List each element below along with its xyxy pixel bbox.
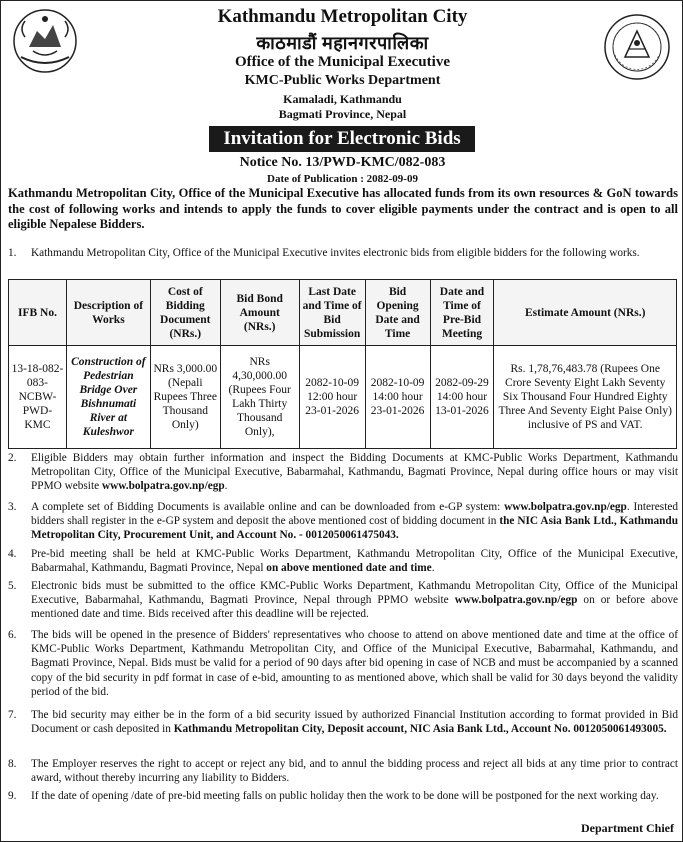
nepal-emblem-icon	[11, 7, 79, 75]
item-text-part: .	[431, 562, 435, 575]
table-header-row	[9, 280, 677, 346]
item-text: If the date of opening /date of pre-bid meeting falls on public holiday then the work to be done will be postponed for the next working day.	[31, 790, 659, 802]
item-text	[31, 579, 678, 622]
header-prebid: Date and Time of Pre-Bid Meeting	[430, 280, 494, 346]
website-link[interactable]: www.bolpatra.gov.np/egp	[504, 501, 627, 513]
department-name: KMC-Public Works Department	[244, 73, 441, 88]
cell-bond: NRs 4,30,000.00 (Rupees Four Lakh Thirty Thousand Only),	[220, 346, 299, 449]
bid-table	[8, 279, 677, 449]
signature-department-chief: Department Chief	[581, 821, 674, 835]
list-item	[8, 628, 678, 699]
kmc-seal-icon	[603, 13, 671, 81]
list-item	[8, 789, 678, 803]
cell-description: Construction of Pedestrian Bridge Over Bishnumati River at Kuleshwor	[66, 346, 150, 449]
publication-date: Date of Publication : 2082-09-09	[267, 173, 418, 185]
item-text-part: on or before above mentioned date and time. Bids received after this deadline will be rejected.	[31, 594, 678, 621]
table-row	[9, 346, 677, 449]
item-text: Kathmandu Metropolitan City, Office of the Municipal Executive invites electronic bids from eligible bidders for the following works.	[31, 247, 640, 259]
list-item	[8, 708, 678, 736]
cell-estimate: Rs. 1,78,76,483.78 (Rupees One Crore Seventy Eight Lakh Seventy Six Thousand Four Hundred Eighty Three And Seventy Eight Paise Only) inclusive of PS and VAT.	[494, 346, 677, 449]
item-number: 8.	[8, 758, 17, 770]
item-text-emphasis: on above mentioned date and time	[266, 562, 432, 575]
header-description: Description of Works	[66, 280, 150, 346]
item-text-part: A complete set of Bidding Documents is available online and can be downloaded from e-GP system:	[31, 501, 505, 513]
item-number: 7.	[8, 709, 17, 721]
header-bond: Bid Bond Amount (NRs.)	[220, 280, 299, 346]
notice-number: Notice No. 13/PWD-KMC/082-083	[239, 155, 446, 170]
item-number: 9.	[8, 790, 17, 802]
item-text-part: Electronic bids must be submitted to the office KMC-Public Works Department, Kathmandu Metropolitan City, Office of the Municipal Executive, Babarmahal, Kathmandu, Bagmati Province, Nepal through PPMO website	[31, 580, 678, 607]
address-line-2: Bagmati Province, Nepal	[278, 107, 407, 121]
list-item	[8, 246, 678, 260]
item-number: 3.	[8, 501, 17, 513]
header-cost: Cost of Bidding Document (NRs.)	[150, 280, 220, 346]
list-item	[8, 451, 678, 494]
item-text-part: Eligible Bidders may obtain further information and inspect the Bidding Documents at KMC-Public Works Department, Kathmandu Metropolitan City, Office of the Municipal Executive, Babarmahal, Kathmandu, Bagmati Province, Nepal during office hours or may visit PPMO website	[31, 452, 678, 493]
item-number: 2.	[8, 452, 17, 464]
city-name-nepali: काठमाडौं महानगरपालिका	[256, 33, 429, 53]
item-number: 1.	[8, 247, 17, 259]
item-number: 6.	[8, 629, 17, 641]
cell-ifb: 13-18-082-083-NCBW-PWD-KMC	[9, 346, 67, 449]
cell-opening: 2082-10-09 14:00 hour 23-01-2026	[365, 346, 430, 449]
item-text: The bids will be opened in the presence of Bidders' representatives who choose to attend on above mentioned date and time at the office of KMC-Public Works Department, Kathmandu Metropolitan City, and Office of the Municipal Executive, Babarmahal, Kathmandu, and Bagmati Province, Nepal. Bids must be valid for a period of 90 days after bid opening in case of NCB and must be accompanied by a scanned copy of the bid security in pdf format in case of e-bid, amounting to as mentioned above, which shall be valid for 30 days beyond the validity period of the bid.	[31, 629, 678, 698]
item-text	[31, 708, 678, 736]
header-ifb: IFB No.	[9, 280, 67, 346]
header-last-date: Last Date and Time of Bid Submission	[299, 280, 365, 346]
intro-paragraph: Kathmandu Metropolitan City, Office of the Municipal Executive has allocated funds from its own resources & GoN towards the cost of following works and intends to apply the funds to cover eligible payments under the contract and is open to all eligible Nepalese Bidders.	[8, 186, 678, 231]
list-item	[8, 547, 678, 575]
item-text: The Employer reserves the right to accept or reject any bid, and to annul the bidding process and reject all bids at any time prior to contract award, without thereby incurring any liability to Bidders.	[31, 758, 678, 785]
header-estimate: Estimate Amount (NRs.)	[494, 280, 677, 346]
item-text-part: . Interested bidders shall register in the e-GP system and deposit the above mentioned cost of bidding document in	[31, 501, 678, 528]
website-link[interactable]: www.bolpatra.gov.np/egp	[454, 594, 578, 607]
item-text	[31, 500, 678, 543]
item-text-part: The bid security may either be in the form of a bid security issued by authorized Financial Institution according to format provided in Bid Document or cash deposited in	[31, 709, 678, 736]
cell-prebid: 2082-09-29 14:00 hour 13-01-2026	[430, 346, 494, 449]
item-text	[31, 547, 678, 575]
item-text	[31, 451, 678, 494]
notice-title: Invitation for Electronic Bids	[209, 126, 475, 152]
item-number: 5.	[8, 580, 17, 592]
website-link[interactable]: www.bolpatra.gov.np/egp	[101, 480, 225, 493]
item-text-part: Pre-bid meeting shall be held at KMC-Public Works Department, Kathmandu Metropolitan City, Office of the Municipal Executive, Babarmahal, Kathmandu, Bagmati Province, Nepal	[31, 548, 678, 575]
list-item	[8, 579, 678, 622]
item-number: 4.	[8, 548, 17, 560]
bank-account-text: the NIC Asia Bank Ltd., Kathmandu Metropolitan City, Procurement Unit, and Account No. - 0012050061475043.	[31, 515, 678, 542]
item-text-part: .	[224, 480, 228, 493]
header-opening: Bid Opening Date and Time	[365, 280, 430, 346]
city-name: Kathmandu Metropolitan City	[217, 6, 468, 27]
cell-last-date: 2082-10-09 12:00 hour 23-01-2026	[299, 346, 365, 449]
cell-cost: NRs 3,000.00 (Nepali Rupees Three Thousand Only)	[150, 346, 220, 449]
list-item	[8, 757, 678, 785]
office-name: Office of the Municipal Executive	[235, 54, 450, 70]
address-line-1: Kamaladi, Kathmandu	[283, 92, 402, 106]
deposit-account-text: Kathmandu Metropolitan City, Deposit account, NIC Asia Bank Ltd., Account No. 0012050061493005.	[173, 723, 667, 736]
list-item	[8, 500, 678, 543]
